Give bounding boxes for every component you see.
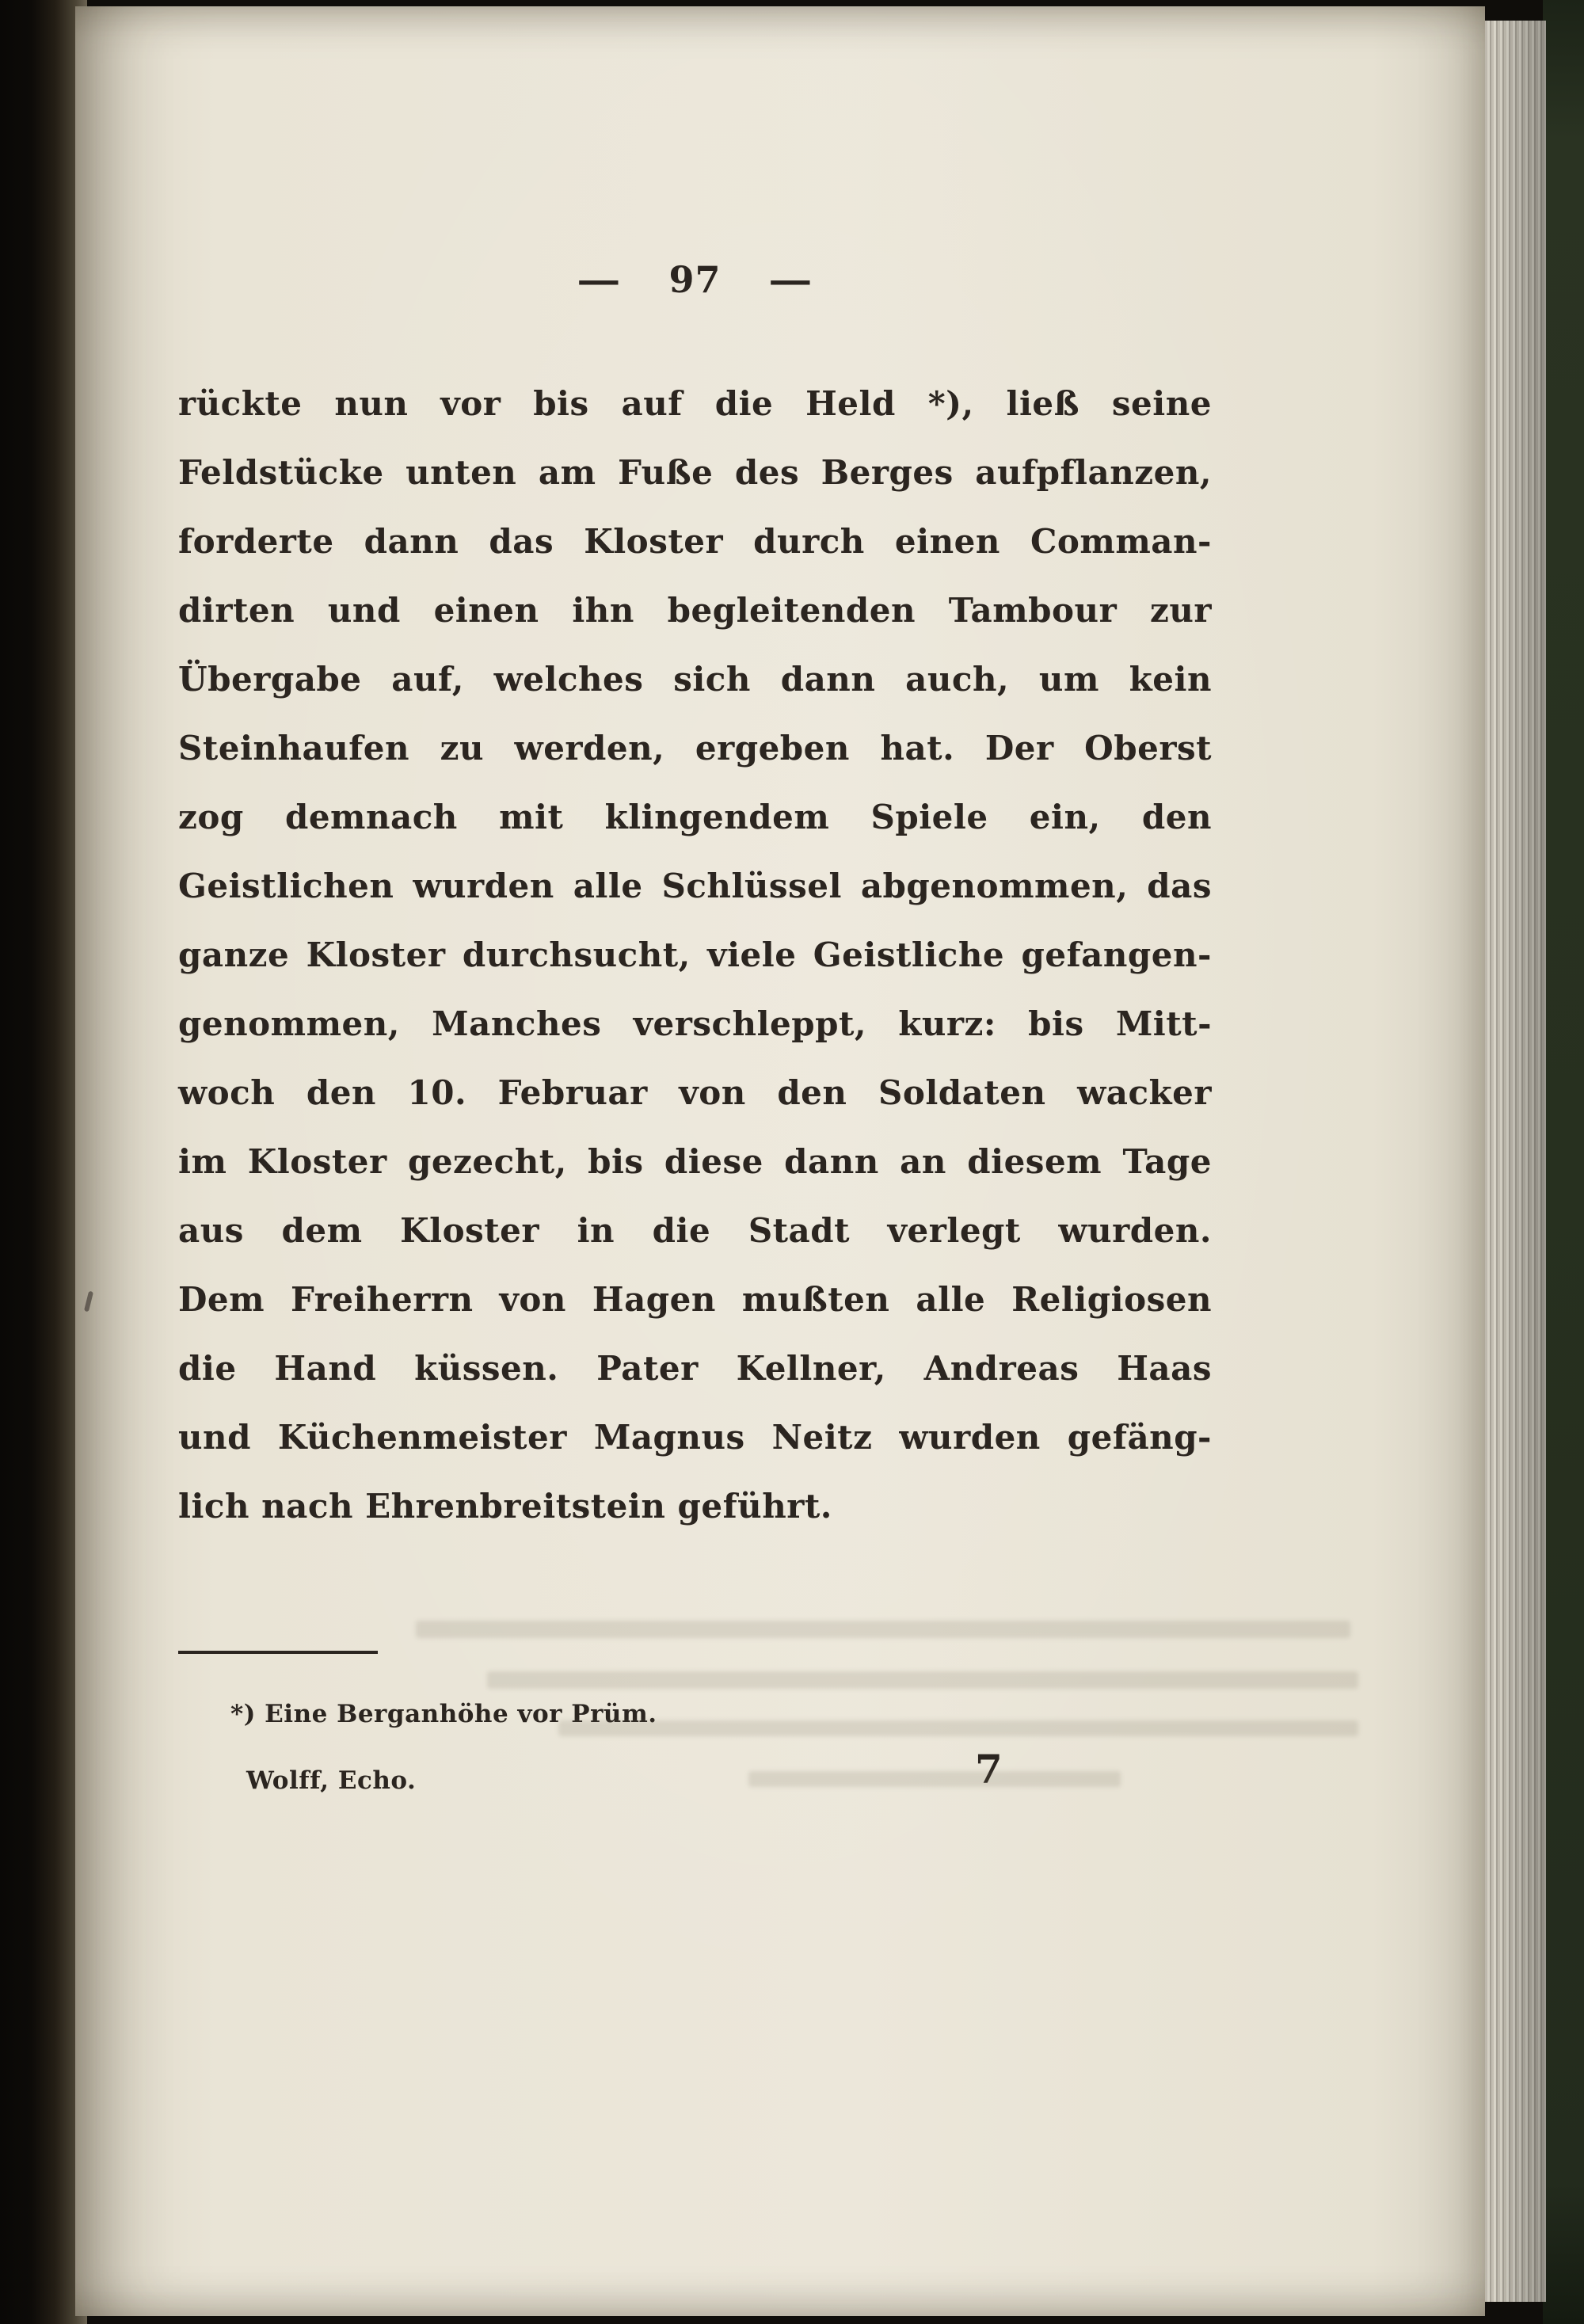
- footnote-divider-rule: [178, 1651, 378, 1654]
- body-line: Geistlichen wurden alle Schlüssel abgenommen, das: [178, 867, 1212, 905]
- body-line: lich nach Ehrenbreitstein geführt.: [178, 1487, 832, 1526]
- body-line: dirten und einen ihn begleitenden Tambour zur: [178, 591, 1212, 630]
- body-line: forderte dann das Kloster durch einen Comman-: [178, 522, 1212, 561]
- body-line: und Küchenmeister Magnus Neitz wurden gefäng-: [178, 1418, 1212, 1457]
- body-line: im Kloster gezecht, bis diese dann an diesem Tage: [178, 1142, 1212, 1181]
- show-through-text: [416, 1621, 1350, 1638]
- body-line: rückte nun vor bis auf die Held *), ließ seine: [178, 384, 1212, 423]
- body-line: Dem Freiherrn von Hagen mußten alle Religiosen: [178, 1280, 1212, 1319]
- body-line: Feldstücke unten am Fuße des Berges aufpflanzen,: [178, 453, 1212, 492]
- page: [75, 6, 1485, 2316]
- show-through-text: [487, 1671, 1358, 1689]
- body-line: ganze Kloster durchsucht, viele Geistliche gefangen-: [178, 935, 1212, 974]
- stray-ink-mark: [84, 1291, 93, 1312]
- body-line: die Hand küssen. Pater Kellner, Andreas Haas: [178, 1349, 1212, 1388]
- body-line: zog demnach mit klingendem Spiele ein, den: [178, 798, 1212, 836]
- page-header: [178, 258, 1212, 301]
- footnote-source: Wolff, Echo.: [246, 1766, 417, 1795]
- show-through-text: [558, 1720, 1358, 1736]
- show-through-text: [748, 1771, 1121, 1787]
- book-binding-gutter: [0, 0, 87, 2324]
- page-number: 97: [668, 258, 722, 301]
- body-line: aus dem Kloster in die Stadt verlegt wurden.: [178, 1211, 1212, 1250]
- footnote-text: *) Eine Berganhöhe vor Prüm.: [230, 1700, 657, 1728]
- body-text: [178, 369, 1212, 1541]
- signature-mark: 7: [975, 1746, 1003, 1793]
- book-cover-edge: [1543, 0, 1584, 2324]
- body-line: genommen, Manches verschleppt, kurz: bis Mitt-: [178, 1004, 1212, 1043]
- header-left-dash: —: [577, 258, 623, 301]
- header-right-dash: —: [767, 258, 813, 301]
- body-line: Steinhaufen zu werden, ergeben hat. Der Oberst: [178, 729, 1212, 768]
- body-line: Übergabe auf, welches sich dann auch, um kein: [178, 660, 1212, 699]
- stacked-page-edges: [1481, 21, 1546, 2302]
- body-line: woch den 10. Februar von den Soldaten wacker: [178, 1073, 1212, 1112]
